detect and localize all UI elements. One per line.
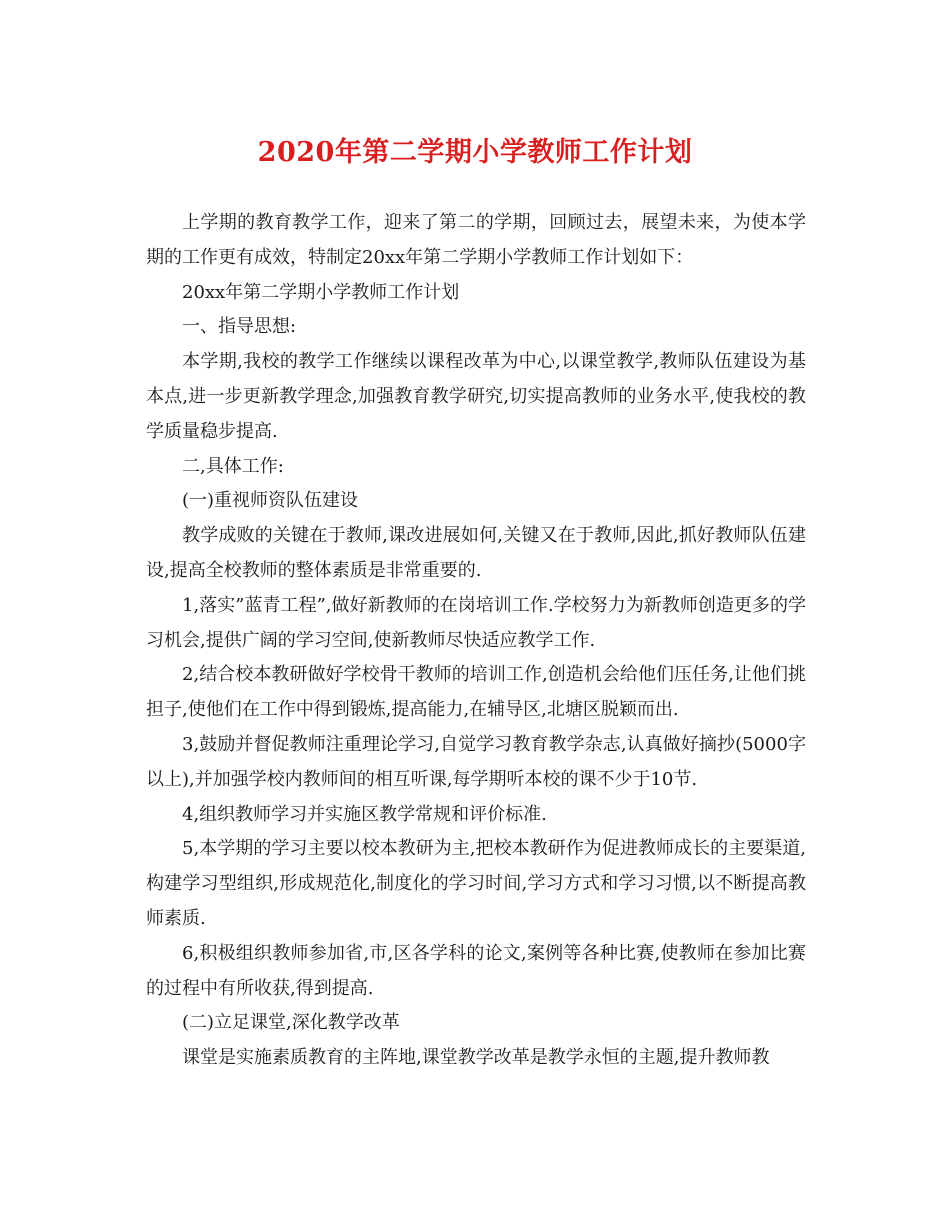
list-item: 4,组织教师学习并实施区教学常规和评价标准. [182, 803, 547, 825]
paragraph: 上学期的教育教学工作，迎来了第二的学期，回顾过去，展望未来，为使本学期的工作更有成效，特制定20xx年第二学期小学教师工作计划如下： [146, 212, 806, 268]
section-heading: 一、指导思想: [182, 316, 297, 338]
paragraph: 本学期,我校的教学工作继续以课程改革为中心,以课堂教学,教师队伍建设为基本点,进一步更新教学理念,加强教育教学研究,切实提高教师的业务水平,使我校的教学质量稳步提高. [146, 351, 806, 442]
list-item: 5,本学期的学习主要以校本教研为主,把校本教研作为促进教师成长的主要渠道,构建学习型组织,形成规范化,制度化的学习时间,学习方式和学习习惯,以不断提高教师素质. [146, 838, 806, 929]
paragraph: 课堂是实施素质教育的主阵地,课堂教学改革是教学永恒的主题,提升教师教 [182, 1047, 770, 1069]
section-heading: 二,具体工作: [182, 455, 284, 477]
subsection-heading: (一)重视师资队伍建设 [182, 490, 359, 512]
list-item: 6,积极组织教师参加省,市,区各学科的论文,案例等各种比赛,使教师在参加比赛的过程中有所收获,得到提高. [146, 942, 806, 999]
paragraph: 教学成败的关键在于教师,课改进展如何,关键又在于教师,因此,抓好教师队伍建设,提高全校教师的整体素质是非常重要的. [146, 525, 806, 581]
list-item: 3,鼓励并督促教师注重理论学习,自觉学习教育教学杂志,认真做好摘抄(5000字以上),并加强学校内教师间的相互听课,每学期听本校的课不少于10节. [146, 733, 806, 790]
list-item: 2,结合校本教研做好学校骨干教师的培训工作,创造机会给他们压任务,让他们挑担子,使他们在工作中得到锻炼,提高能力,在辅导区,北塘区脱颖而出. [146, 664, 806, 721]
list-item: 1,落实”蓝青工程”,做好新教师的在岗培训工作.学校努力为新教师创造更多的学习机会,提供广阔的学习空间,使新教师尽快适应教学工作. [146, 594, 806, 651]
document-body [146, 206, 806, 1076]
subsection-heading: (二)立足课堂,深化教学改革 [182, 1012, 400, 1034]
document-title: 2020年第二学期小学教师工作计划 [257, 137, 693, 168]
paragraph: 20xx年第二学期小学教师工作计划 [182, 281, 460, 303]
